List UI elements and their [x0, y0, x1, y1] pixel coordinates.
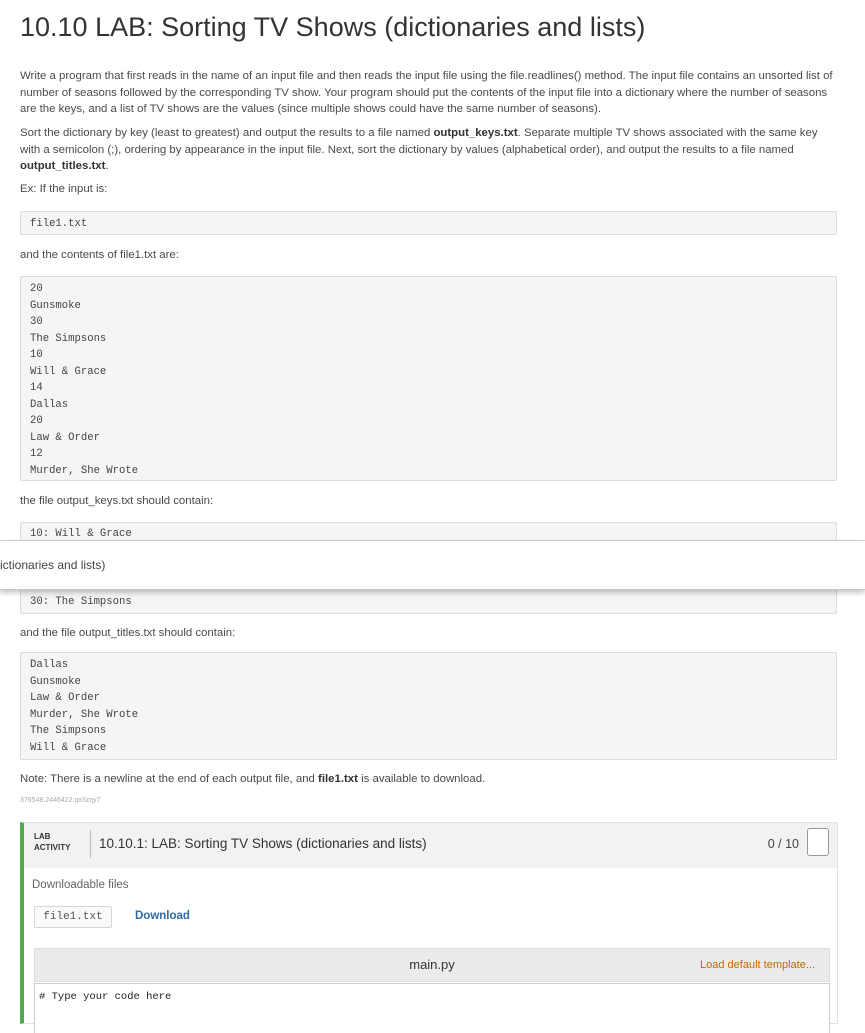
sticky-title-bar — [0, 540, 865, 590]
file-line: 20 — [30, 415, 43, 427]
description-paragraph: Write a program that first reads in the name of an input file and then reads the input file using the file.readlines() method. The input file contains an unsorted list of number of seasons followed by the corresponding TV show. Your program should put the contents of the input file into a dictionary where the number of seasons are the keys, and a list of TV shows are the values (since multiple shows could have the same number of seasons). — [20, 70, 833, 115]
downloadable-files-label: Downloadable files — [32, 879, 129, 891]
contents-label: and the contents of file1.txt are: — [20, 249, 179, 261]
file-line: Gunsmoke — [30, 299, 81, 312]
sort-instructions-paragraph — [20, 125, 838, 175]
file-contents-box — [20, 276, 837, 481]
file-line: 12 — [30, 448, 43, 460]
file-line: Will & Grace — [30, 365, 107, 378]
input-example-line: file1.txt — [30, 218, 88, 230]
sticky-title-text: ictionaries and lists) — [0, 558, 106, 572]
file-line: 14 — [30, 382, 43, 394]
file-line: 10 — [30, 349, 43, 361]
lab-tag-line2: ACTIVITY — [34, 843, 71, 852]
keys-line-last: 30: The Simpsons — [30, 596, 132, 608]
file-line: Murder, She Wrote — [30, 464, 139, 477]
file-line: 30 — [30, 316, 43, 328]
titles-line: Dallas — [30, 659, 69, 671]
example-label: Ex: If the input is: — [20, 183, 108, 195]
note-paragraph — [20, 771, 838, 788]
lab-tag-line1: LAB — [34, 832, 51, 841]
file-chip: file1.txt — [34, 906, 112, 928]
output-titles-box — [20, 652, 837, 760]
lab-activity-tag — [34, 831, 89, 853]
titles-line: Murder, She Wrote — [30, 708, 139, 721]
titles-label: and the file output_titles.txt should contain: — [20, 627, 236, 639]
lab-activity-panel — [20, 822, 838, 1024]
sort-instructions-text-e: . — [105, 160, 109, 172]
file-line: Law & Order — [30, 431, 100, 444]
code-editor[interactable] — [34, 983, 830, 1033]
keys-line-first: 10: Will & Grace — [30, 528, 132, 540]
sort-instructions-text-a: Sort the dictionary by key (least to greatest) and output the results to a file named — [20, 127, 434, 139]
editor-toolbar — [34, 948, 830, 982]
note-text-c: is available to download. — [357, 773, 486, 785]
lab-header-divider — [90, 830, 91, 858]
page-title: 10.10 LAB: Sorting TV Shows (dictionaries and lists) — [20, 12, 646, 42]
sort-instructions-text-c: . Separate multiple TV shows associated with the same key with a semicolon (;), ordering by appearance in the input file. Next, sort the dictionary by values (alphabetical order), and output the results to a file named — [20, 127, 818, 156]
file-line: 20 — [30, 283, 43, 295]
titles-line: Law & Order — [30, 692, 100, 704]
load-default-template-link[interactable]: Load default template... — [700, 959, 815, 971]
note-filename: file1.txt — [318, 773, 358, 785]
problem-hash: 376548.2446422.qx3zqy7 — [20, 797, 101, 804]
titles-line: The Simpsons — [30, 725, 107, 737]
titles-line: Will & Grace — [30, 741, 107, 754]
lab-score: 0 / 10 — [767, 837, 799, 851]
file-line: Dallas — [30, 398, 69, 411]
output-titles-filename: output_titles.txt — [20, 160, 106, 172]
file-line: The Simpsons — [30, 332, 107, 345]
completion-checkbox-icon — [807, 828, 829, 856]
note-text-a: Note: There is a newline at the end of each output file, and — [20, 773, 319, 785]
code-line: # Type your code here — [39, 991, 172, 1003]
titles-line: Gunsmoke — [30, 675, 81, 688]
editor-filename: main.py — [409, 957, 455, 972]
download-link[interactable]: Download — [135, 910, 190, 922]
keys-label: the file output_keys.txt should contain: — [20, 495, 214, 507]
lab-title: 10.10.1: LAB: Sorting TV Shows (dictionaries and lists) — [99, 836, 427, 851]
lab-header — [24, 823, 837, 868]
output-keys-filename: output_keys.txt — [433, 127, 518, 139]
input-example-box — [20, 211, 837, 235]
